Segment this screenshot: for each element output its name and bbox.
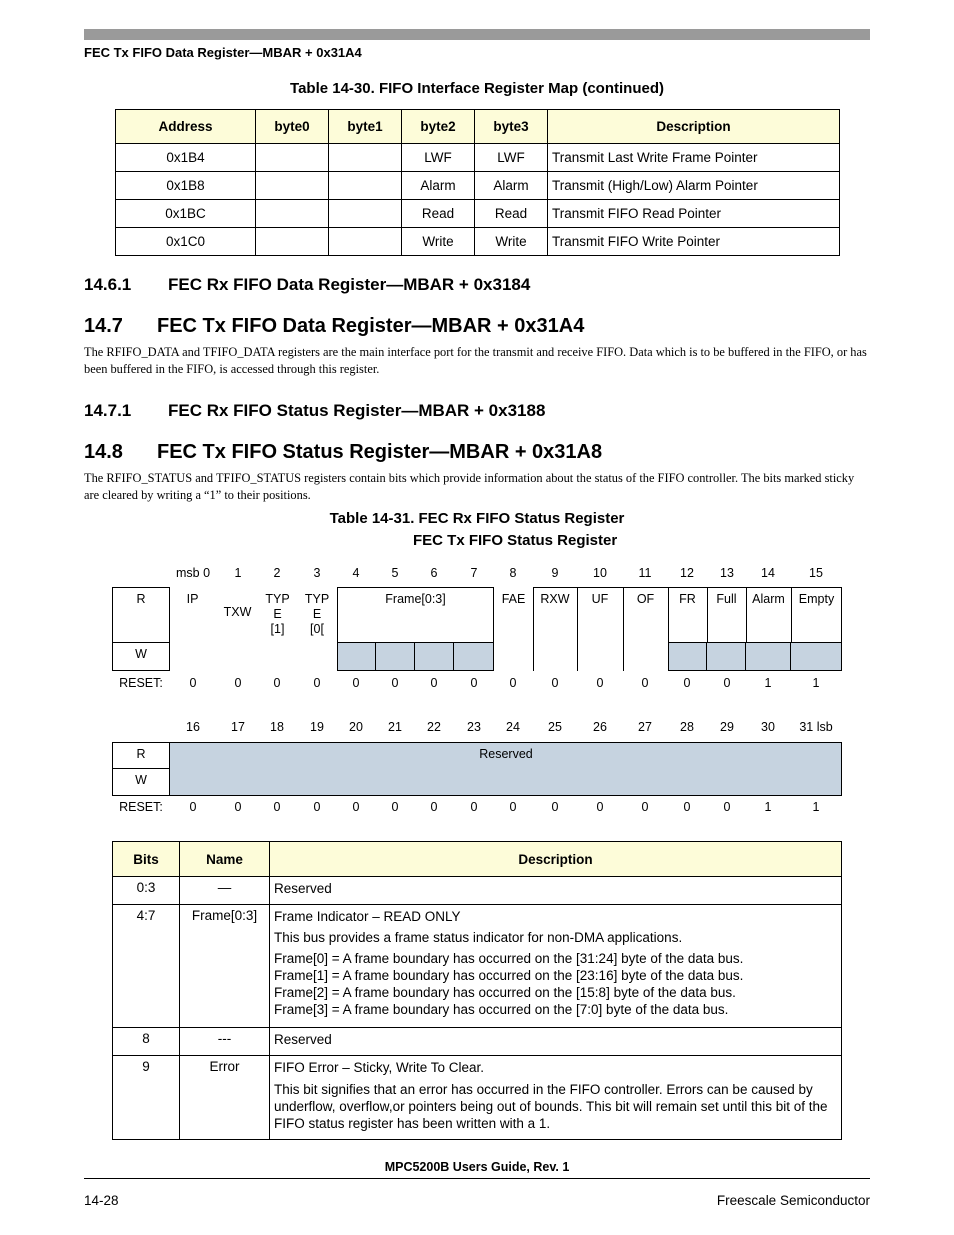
bit-number: 22 [427, 720, 441, 734]
table-caption-secondary: FEC Tx FIFO Status Register [413, 532, 618, 549]
bit-number: 2 [273, 566, 281, 580]
address-cell: 0x1C0 [116, 228, 256, 256]
description-line: Frame[3] = A frame boundary has occurred on the [7:0] byte of the data bus. [274, 1002, 729, 1017]
row-label-r: R [136, 747, 146, 761]
reset-value: 0 [273, 800, 281, 814]
reset-value: 0 [273, 676, 281, 690]
bit-number: 12 [680, 566, 694, 580]
reset-value: 0 [723, 676, 731, 690]
write-reserved-cell [337, 642, 376, 671]
byte-cell: Write [475, 228, 548, 256]
bit-number: 21 [388, 720, 402, 734]
name-cell: Error [180, 1056, 270, 1140]
section-number: 14.8 [84, 441, 123, 463]
field-uf: UF [591, 592, 609, 606]
reset-value: 1 [764, 800, 772, 814]
bit-number: 19 [310, 720, 324, 734]
reset-value: 0 [470, 800, 478, 814]
description-line: Frame[1] = A frame boundary has occurred on the [23:16] byte of the data bus. [274, 968, 744, 983]
write-reserved-cell [746, 642, 791, 671]
bit-number: 5 [391, 566, 399, 580]
bit-number: 7 [470, 566, 478, 580]
page-number: 14-28 [84, 1193, 119, 1208]
running-header: FEC Tx FIFO Data Register—MBAR + 0x31A4 [84, 45, 362, 60]
field-alarm: Alarm [752, 592, 785, 606]
description-cell: Transmit Last Write Frame Pointer [548, 144, 840, 172]
section-title: FEC Rx FIFO Data Register—MBAR + 0x3184 [168, 275, 531, 294]
reset-value: 0 [430, 800, 438, 814]
description-line: This bus provides a frame status indicator for non-DMA applications. [274, 930, 683, 945]
address-cell: 0x1BC [116, 200, 256, 228]
field-fr: FR [679, 592, 696, 606]
name-cell: Frame[0:3] [180, 905, 270, 1028]
reset-value: 1 [764, 676, 772, 690]
reset-value: 0 [641, 676, 649, 690]
table-row [113, 905, 842, 1028]
field-full: Full [716, 592, 737, 606]
section-number: 14.7.1 [84, 401, 132, 420]
section-title: FEC Tx FIFO Data Register—MBAR + 0x31A4 [157, 315, 585, 337]
reset-value: 0 [391, 800, 399, 814]
byte-cell: LWF [402, 144, 475, 172]
bit-number: 11 [638, 566, 652, 580]
address-cell: 0x1B4 [116, 144, 256, 172]
column-header: byte2 [402, 110, 475, 144]
description-cell: Transmit (High/Low) Alarm Pointer [548, 172, 840, 200]
byte-cell: LWF [475, 144, 548, 172]
reset-value: 0 [509, 800, 517, 814]
field-fae: FAE [501, 592, 526, 606]
bit-number: 27 [638, 720, 652, 734]
field-frame: Frame[0:3] [385, 592, 446, 606]
column-header: byte3 [475, 110, 548, 144]
column-header: Address [116, 110, 256, 144]
bit-number: 9 [551, 566, 559, 580]
byte-cell: Alarm [475, 172, 548, 200]
reset-value: 0 [683, 800, 691, 814]
bit-number: 14 [761, 566, 775, 580]
description-line: Frame[2] = A frame boundary has occurred on the [15:8] byte of the data bus. [274, 985, 736, 1000]
row-label-w: W [135, 773, 147, 787]
column-header: byte1 [329, 110, 402, 144]
table-row [113, 1056, 842, 1140]
description-line: FIFO Error – Sticky, Write To Clear. [274, 1060, 485, 1075]
description-cell: Transmit FIFO Write Pointer [548, 228, 840, 256]
reset-label: RESET: [119, 676, 163, 690]
footer-rule [84, 1178, 870, 1179]
field-empty: Empty [798, 592, 835, 606]
description-cell [270, 905, 842, 1028]
section-number: 14.6.1 [84, 275, 132, 294]
reset-value: 0 [313, 676, 321, 690]
column-header: Description [270, 842, 842, 877]
reset-label: RESET: [119, 800, 163, 814]
bit-number: 15 [809, 566, 823, 580]
footer-document-title: MPC5200B Users Guide, Rev. 1 [384, 1160, 570, 1174]
description-cell: Transmit FIFO Read Pointer [548, 200, 840, 228]
reset-value: 0 [641, 800, 649, 814]
reset-value: 0 [391, 676, 399, 690]
section-number: 14.7 [84, 315, 123, 337]
field-txw: TXW [223, 605, 252, 619]
bit-number: 10 [593, 566, 607, 580]
bits-cell: 0:3 [113, 877, 180, 905]
column-header: Name [180, 842, 270, 877]
reset-value: 0 [470, 676, 478, 690]
bit-number: 20 [349, 720, 363, 734]
reset-value: 0 [596, 800, 604, 814]
description-line: This bit signifies that an error has occurred in the FIFO controller. Errors can be caused by underflow, overflow,or pointers being out of bounds. This bit will remain set until this bit of the FIFO status register has been written with a 1. [274, 1082, 828, 1131]
bit-number: 29 [720, 720, 734, 734]
description-cell [270, 1028, 842, 1056]
bit-number: msb 0 [175, 566, 211, 580]
byte-cell: Alarm [402, 172, 475, 200]
reset-value: 0 [313, 800, 321, 814]
reset-value: 0 [234, 676, 242, 690]
write-reserved-cell [454, 642, 494, 671]
field-of: OF [636, 592, 655, 606]
reset-value: 0 [352, 676, 360, 690]
table-header-row [113, 842, 842, 877]
reset-value: 0 [551, 800, 559, 814]
bit-number: 24 [506, 720, 520, 734]
reset-value: 0 [352, 800, 360, 814]
row-divider [112, 642, 170, 643]
description-line: Frame[0] = A frame boundary has occurred on the [31:24] byte of the data bus. [274, 951, 744, 966]
address-cell: 0x1B8 [116, 172, 256, 200]
description-line: Reserved [274, 881, 332, 896]
bit-number: 17 [231, 720, 245, 734]
bit-number: 1 [234, 566, 242, 580]
write-reserved-cell [791, 642, 842, 671]
body-paragraph: The RFIFO_STATUS and TFIFO_STATUS registers contain bits which provide information about the status of the FIFO controller. The bits marked sticky are cleared by writing a “1” to their positions. [84, 471, 855, 502]
byte-cell: Write [402, 228, 475, 256]
bit-number: 13 [720, 566, 734, 580]
row-label-r: R [136, 592, 146, 606]
section-title: FEC Rx FIFO Status Register—MBAR + 0x3188 [168, 401, 546, 420]
bit-number: 26 [593, 720, 607, 734]
reset-value: 1 [812, 676, 820, 690]
write-reserved-cell [376, 642, 415, 671]
body-paragraph: The RFIFO_DATA and TFIFO_DATA registers are the main interface port for the transmit and receive FIFO. Data which is to be buffered in the FIFO, or has been buffered in the FIFO, is accessed through this register. [84, 345, 867, 376]
bit-number: 6 [430, 566, 438, 580]
reset-value: 0 [683, 676, 691, 690]
field-description-table [112, 841, 842, 1140]
bit-number: 30 [761, 720, 775, 734]
row-divider [112, 768, 170, 769]
bits-cell: 4:7 [113, 905, 180, 1028]
field-rxw: RXW [540, 592, 570, 606]
description-cell [270, 877, 842, 905]
table-caption: Table 14-31. FEC Rx FIFO Status Register [329, 510, 625, 527]
reset-value: 0 [551, 676, 559, 690]
field-ip: IP [186, 592, 199, 606]
reset-value: 0 [596, 676, 604, 690]
reset-value: 0 [430, 676, 438, 690]
reset-value: 0 [189, 676, 197, 690]
column-header: byte0 [256, 110, 329, 144]
reset-value: 0 [234, 800, 242, 814]
reset-value: 0 [723, 800, 731, 814]
footer-company: Freescale Semiconductor [716, 1193, 870, 1208]
section-title: FEC Tx FIFO Status Register—MBAR + 0x31A8 [157, 441, 603, 463]
bits-cell: 9 [113, 1056, 180, 1140]
write-reserved-cell [707, 642, 746, 671]
bit-number: 3 [313, 566, 321, 580]
name-cell: --- [180, 1028, 270, 1056]
table-caption: Table 14-30. FIFO Interface Register Map (continued) [290, 80, 664, 97]
reset-value: 0 [189, 800, 197, 814]
table-row [113, 1028, 842, 1056]
field-reserved: Reserved [479, 747, 533, 761]
bit-number: 18 [270, 720, 284, 734]
field-type0: TYP E [0[ [304, 592, 330, 636]
write-reserved-cell [668, 642, 707, 671]
bit-number: 8 [509, 566, 517, 580]
bit-number: 4 [352, 566, 360, 580]
bits-cell: 8 [113, 1028, 180, 1056]
bit-number: 23 [467, 720, 481, 734]
reset-value: 0 [509, 676, 517, 690]
write-reserved-cell [415, 642, 454, 671]
row-label-w: W [135, 647, 147, 661]
byte-cell: Read [475, 200, 548, 228]
bit-number: 31 lsb [799, 720, 833, 734]
bit-number: 28 [680, 720, 694, 734]
description-line: Frame Indicator – READ ONLY [274, 909, 461, 924]
description-cell [270, 1056, 842, 1140]
column-header: Description [548, 110, 840, 144]
column-header: Bits [113, 842, 180, 877]
name-cell: — [180, 877, 270, 905]
field-type1: TYP E [1] [265, 592, 290, 636]
table-row [113, 877, 842, 905]
byte-cell: Read [402, 200, 475, 228]
reset-value: 1 [812, 800, 820, 814]
description-line: Reserved [274, 1032, 332, 1047]
bit-number: 25 [548, 720, 562, 734]
bit-number: 16 [186, 720, 200, 734]
